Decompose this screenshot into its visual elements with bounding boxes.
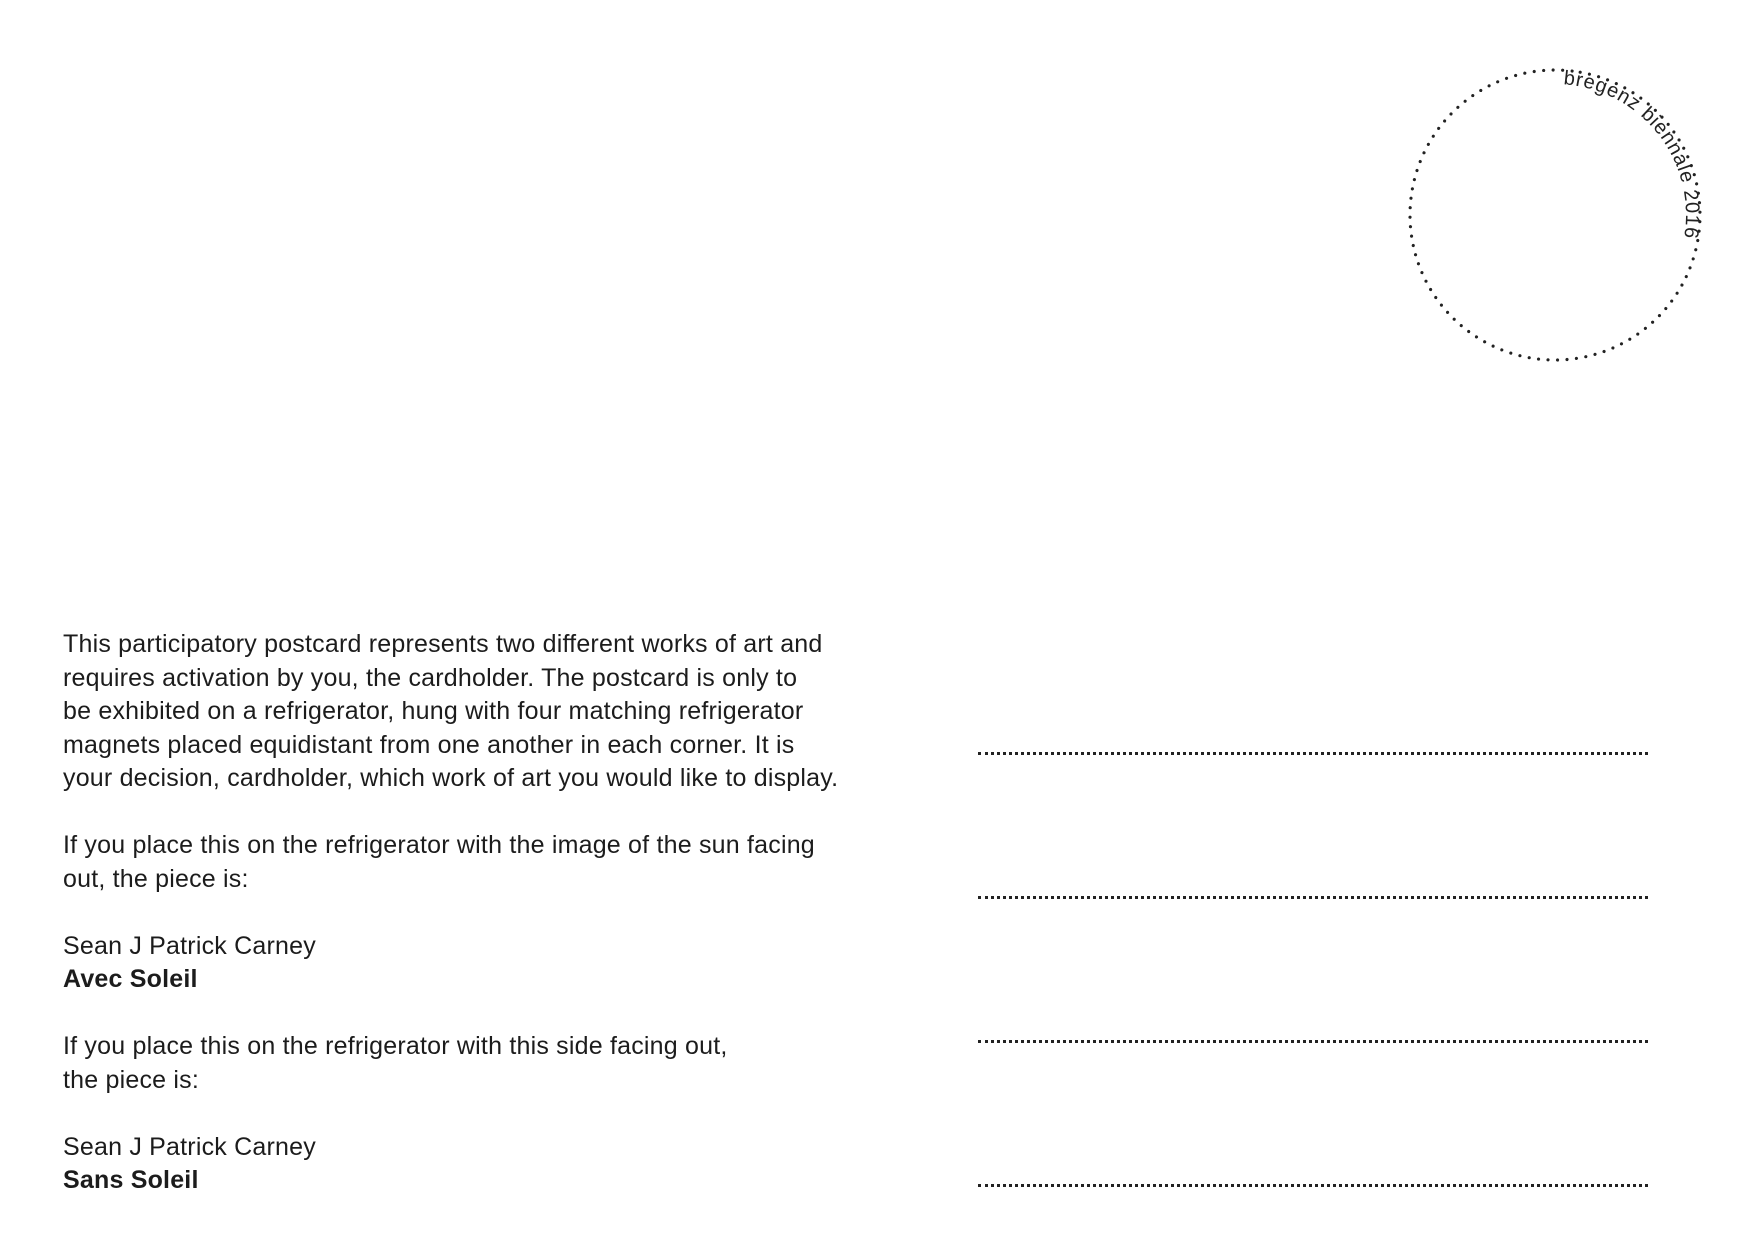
spacer bbox=[63, 896, 943, 930]
intro-line: your decision, cardholder, which work of art you would like to display. bbox=[63, 764, 839, 792]
option-sun-title: Avec Soleil bbox=[63, 965, 198, 993]
intro-line: This participatory postcard represents two different works of art and bbox=[63, 630, 823, 658]
option-side-line: If you place this on the refrigerator with this side facing out, bbox=[63, 1032, 728, 1060]
spacer bbox=[63, 796, 943, 830]
intro-line: be exhibited on a refrigerator, hung with four matching refrigerator bbox=[63, 697, 804, 725]
address-line-1 bbox=[978, 752, 1648, 755]
stamp-circle bbox=[1395, 55, 1715, 375]
spacer bbox=[63, 1097, 943, 1131]
spacer bbox=[63, 997, 943, 1031]
intro-line: requires activation by you, the cardholder. The postcard is only to bbox=[63, 663, 798, 692]
stamp-curved-text: bregenz biennale 2016 bbox=[1562, 67, 1704, 241]
address-line-3 bbox=[978, 1040, 1648, 1043]
address-line-2 bbox=[978, 896, 1648, 899]
stamp-dotted-border bbox=[1395, 55, 1715, 375]
option-sun-line: out, the piece is: bbox=[63, 864, 249, 893]
option-side-title: Sans Soleil bbox=[63, 1166, 199, 1194]
option-sun-line: If you place this on the refrigerator with the image of the sun facing bbox=[63, 831, 815, 859]
intro-line: magnets placed equidistant from one another in each corner. It is bbox=[63, 730, 795, 759]
address-line-4 bbox=[978, 1184, 1648, 1187]
option-side-line: the piece is: bbox=[63, 1065, 200, 1094]
option-side-artist: Sean J Patrick Carney bbox=[63, 1132, 316, 1161]
option-sun-artist: Sean J Patrick Carney bbox=[63, 931, 316, 960]
postcard-message bbox=[63, 628, 943, 1198]
